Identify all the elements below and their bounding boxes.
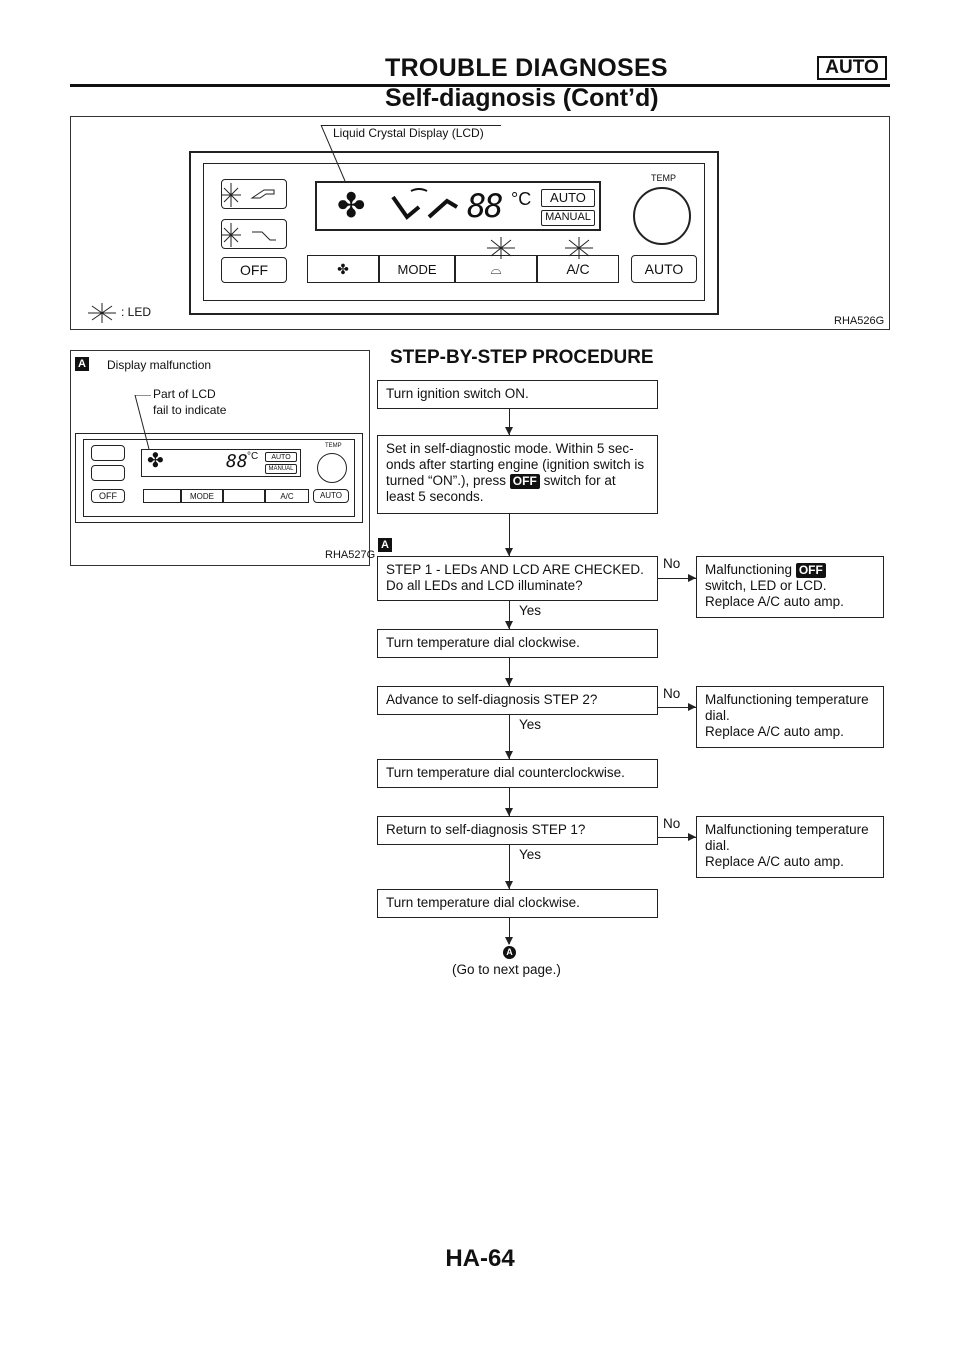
fail-box-off-switch: Malfunctioning OFF switch, LED or LCD. Replace A/C auto amp.: [696, 556, 884, 618]
figure-display-malfunction: [70, 350, 376, 566]
off-switch-badge: OFF: [510, 474, 540, 489]
mode-button[interactable]: MODE: [379, 255, 455, 283]
arrow-down-icon: [505, 881, 513, 889]
arrow-down-icon: [505, 937, 513, 945]
no-label: No: [663, 556, 681, 571]
box2-line2: onds after starting engine (ignition switch is: [386, 457, 645, 472]
step-box-led-lcd-check: STEP 1 - LEDs AND LCD ARE CHECKED. Do all LEDs and LCD illuminate?: [377, 556, 658, 601]
defrost-icon: ⌓: [490, 260, 502, 277]
step-box-dial-counterclockwise: Turn temperature dial counterclockwise.: [377, 759, 658, 788]
lcd-temp-unit: °C: [511, 189, 532, 209]
figure2-title: Display malfunction: [107, 358, 212, 372]
off-button[interactable]: OFF: [221, 257, 287, 283]
procedure-title: STEP-BY-STEP PROCEDURE: [390, 347, 654, 368]
fan-icon: ✤: [337, 260, 349, 277]
page-number: HA-64: [445, 1245, 515, 1272]
led-legend-label: : LED: [121, 305, 152, 319]
off-switch-badge: OFF: [796, 563, 826, 578]
temperature-dial[interactable]: [317, 453, 347, 483]
step-box-self-diag-mode: [377, 435, 658, 514]
arrow-right-icon: [688, 833, 696, 841]
lcd-temp-digits: 88: [467, 187, 502, 225]
fan-icon: ✤: [147, 450, 164, 472]
temperature-dial[interactable]: [633, 187, 691, 245]
defrost-button[interactable]: [455, 255, 537, 283]
airflow-icon: [389, 187, 469, 227]
arrow-down-icon: [505, 621, 513, 629]
led-icon: [85, 301, 119, 325]
continuation-marker: A: [503, 946, 516, 959]
lcd-auto-tag: AUTO: [541, 189, 595, 207]
step-box-advance-step2: Advance to self-diagnosis STEP 2?: [377, 686, 658, 715]
section-subtitle: Self-diagnosis (Cont’d): [385, 84, 659, 112]
auto-button[interactable]: AUTO: [313, 489, 349, 503]
box2-line3: turned “ON”.), press OFF switch for at: [386, 473, 616, 488]
box2-line1: Set in self-diagnostic mode. Within 5 sec-: [386, 441, 634, 456]
temp-label: TEMP: [325, 443, 342, 449]
step-box-dial-clockwise: Turn temperature dial clockwise.: [377, 629, 658, 658]
step-box-dial-clockwise-2: Turn temperature dial clockwise.: [377, 889, 658, 918]
function-button-row: [143, 489, 309, 503]
lcd-temp-unit: °C: [247, 451, 259, 462]
step-box-return-step1: Return to self-diagnosis STEP 1?: [377, 816, 658, 845]
lcd-auto-tag: AUTO: [265, 452, 297, 462]
marker-a: A: [378, 538, 392, 552]
fan-button[interactable]: [307, 255, 379, 283]
section-title: TROUBLE DIAGNOSES: [385, 54, 668, 82]
fresh-air-button[interactable]: [91, 465, 125, 481]
arrow-down-icon: [505, 808, 513, 816]
ac-button[interactable]: A/C: [537, 255, 619, 283]
yes-label: Yes: [519, 717, 542, 732]
lcd-manual-tag: MANUAL: [265, 464, 297, 474]
arrow-down-icon: [505, 678, 513, 686]
arrow-down-icon: [505, 751, 513, 759]
yes-label: Yes: [519, 847, 542, 862]
fail-box-temp-dial-2: Malfunctioning temperature dial. Replace A/C auto amp.: [696, 816, 884, 878]
fail-box-temp-dial: Malfunctioning temperature dial. Replace A/C auto amp.: [696, 686, 884, 748]
recirc-button[interactable]: [91, 445, 125, 461]
lcd-temp-digits: 88: [226, 451, 248, 472]
defrost-button[interactable]: [223, 489, 265, 503]
arrow-right-icon: [688, 703, 696, 711]
figure-code: RHA526G: [834, 315, 885, 327]
lcd-callout-label: Liquid Crystal Display (LCD): [333, 126, 484, 140]
figure-control-panel: [70, 116, 890, 330]
step-box-ignition: Turn ignition switch ON.: [377, 380, 658, 409]
box2-line4: least 5 seconds.: [386, 489, 484, 504]
lcd-manual-tag: MANUAL: [541, 210, 595, 226]
no-label: No: [663, 686, 681, 701]
go-next-page-label: (Go to next page.): [452, 962, 561, 977]
ac-button[interactable]: A/C: [265, 489, 309, 503]
mode-button[interactable]: MODE: [181, 489, 223, 503]
function-button-row: [307, 255, 619, 283]
arrow-right-icon: [688, 574, 696, 582]
arrow-down-icon: [505, 548, 513, 556]
temp-label: TEMP: [651, 173, 677, 183]
off-button[interactable]: OFF: [91, 489, 125, 503]
callout-line2: fail to indicate: [153, 403, 227, 417]
callout-line1: Part of LCD: [153, 387, 216, 401]
marker-a: A: [75, 357, 89, 371]
arrow-down-icon: [505, 427, 513, 435]
no-label: No: [663, 816, 681, 831]
fan-button[interactable]: [143, 489, 181, 503]
auto-badge: AUTO: [817, 56, 887, 80]
figure-code: RHA527G: [325, 549, 376, 561]
yes-label: Yes: [519, 603, 542, 618]
led-icon: [219, 177, 249, 257]
fan-icon: ✤: [337, 187, 366, 225]
auto-button[interactable]: AUTO: [631, 255, 697, 283]
